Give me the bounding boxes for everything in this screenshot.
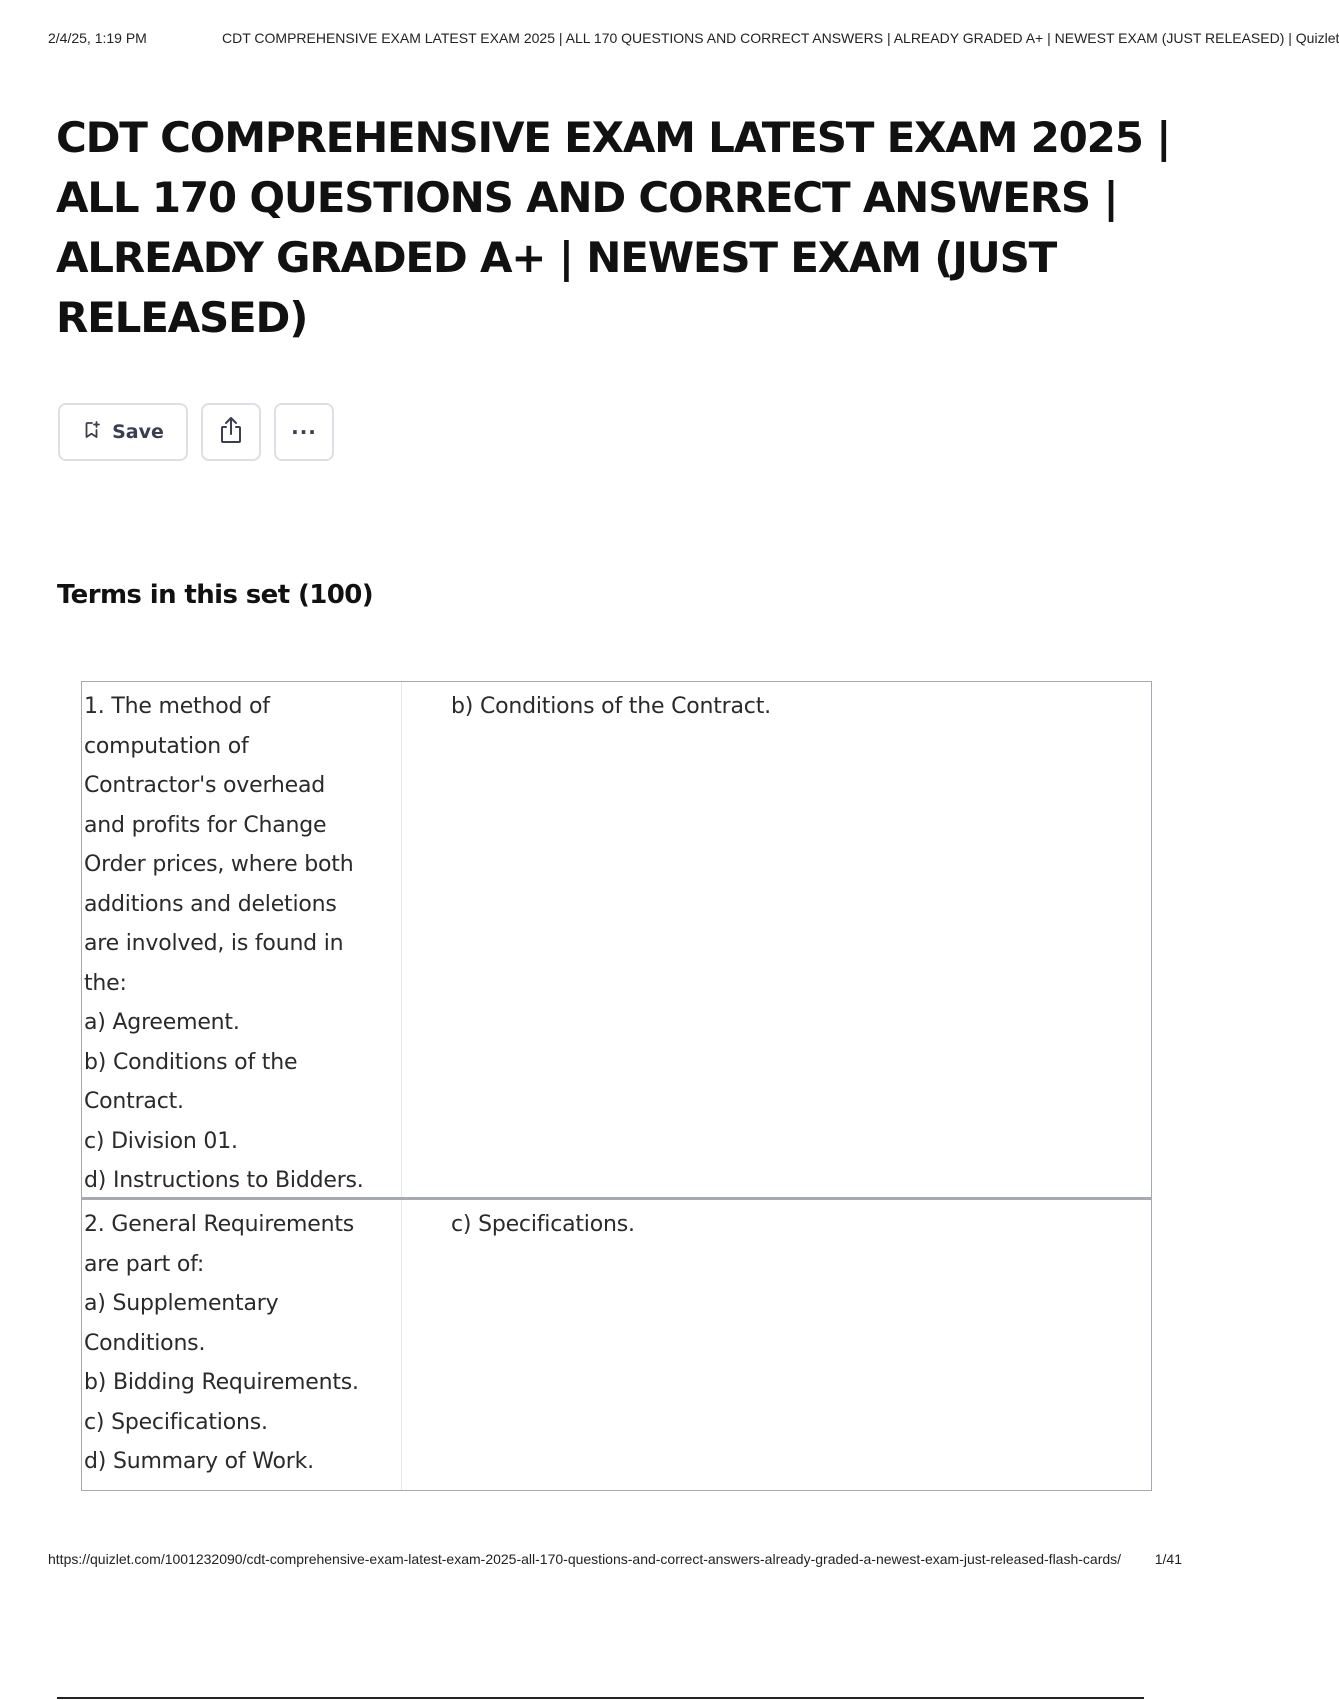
term-row[interactable] [82, 682, 1151, 1197]
more-horizontal-icon: ··· [291, 420, 317, 444]
term-answer: b) Conditions of the Contract. [451, 694, 771, 719]
print-doc-title: CDT COMPREHENSIVE EXAM LATEST EXAM 2025 | ALL 170 QUESTIONS AND CORRECT ANSWERS | ALREADY GRADED A+ | NEWEST EXAM (JUST RELEASED) | Quizlet [222, 30, 1339, 46]
action-toolbar [58, 403, 334, 463]
page-number: 1/41 [1154, 1551, 1182, 1567]
term-question: 1. The method of computation of Contractor's overhead and profits for Change Order prices, where both additions and deletions are involved, is found in the: a) Agreement. b) Conditions of the Contract. c) Division 01. d) Instructions to Bidders. [82, 682, 402, 1197]
bookmark-add-icon [82, 420, 102, 445]
save-button[interactable] [58, 403, 188, 461]
terms-heading: Terms in this set (100) [57, 580, 374, 610]
print-date: 2/4/25, 1:19 PM [48, 30, 147, 46]
print-url: https://quizlet.com/1001232090/cdt-comprehensive-exam-latest-exam-2025-all-170-questions-and-correct-answers-already-graded-a-newest-exam-just-released-flash-cards/ [48, 1551, 1122, 1567]
page-title: CDT COMPREHENSIVE EXAM LATEST EXAM 2025 | ALL 170 QUESTIONS AND CORRECT ANSWERS | ALREADY GRADED A+ | NEWEST EXAM (JUST RELEASED) [56, 113, 1171, 342]
term-question: 2. General Requirements are part of: a) Supplementary Conditions. b) Bidding Requirements. c) Specifications. d) Summary of Work. [82, 1200, 402, 1490]
terms-table [81, 681, 1152, 1491]
share-button[interactable] [201, 403, 261, 461]
save-button-label: Save [112, 421, 164, 443]
print-header [48, 30, 1339, 52]
page-divider [57, 1697, 1144, 1699]
print-footer [48, 1551, 1182, 1571]
term-row[interactable] [82, 1197, 1151, 1490]
more-options-button[interactable] [274, 403, 334, 461]
term-answer: c) Specifications. [451, 1212, 635, 1237]
share-icon [217, 415, 245, 449]
